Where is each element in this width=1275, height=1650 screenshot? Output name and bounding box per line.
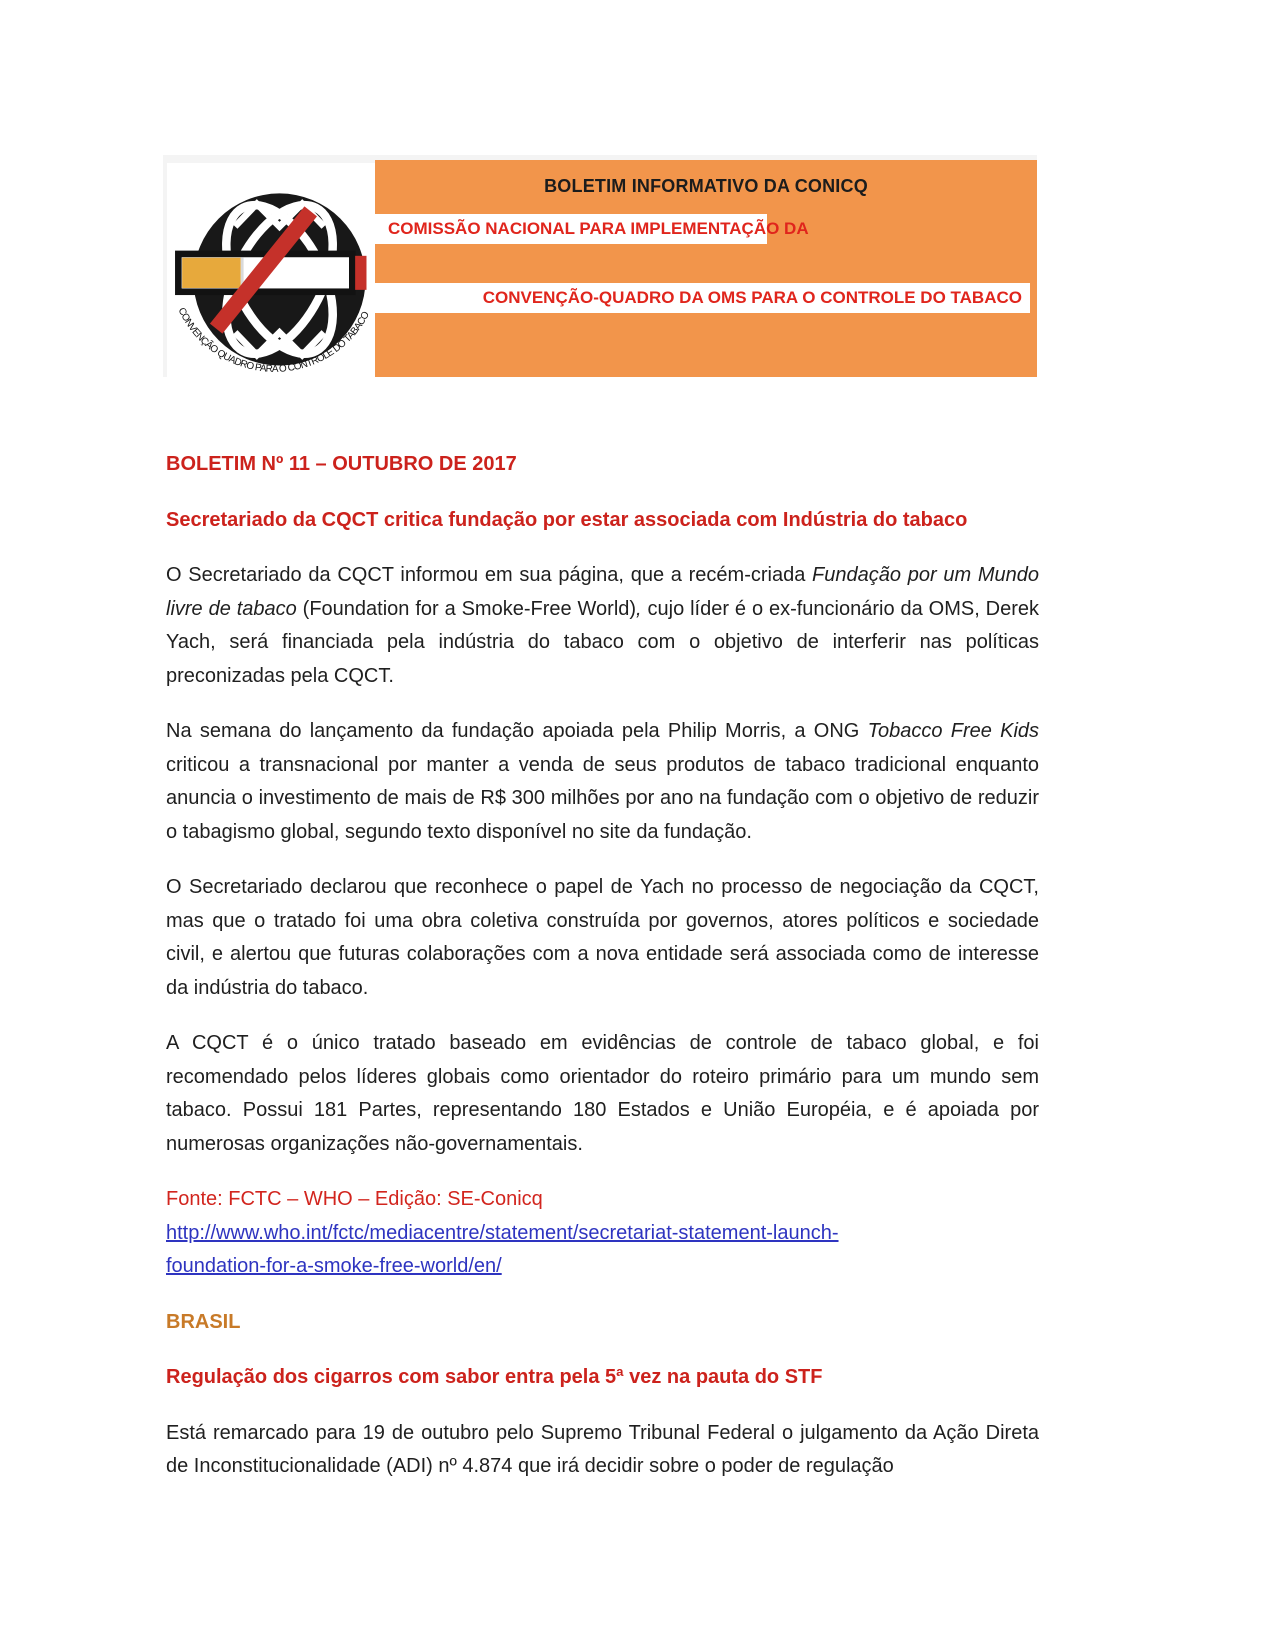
logo-arc-text: CONVENÇÃO QUADRO PARA O CONTROLE DO TABACO: [175, 306, 373, 375]
cigarette-tip-bar: [355, 256, 366, 290]
no-smoking-globe-logo-icon: [167, 163, 375, 377]
article2-paragraph-1: Está remarcado para 19 de outubro pelo Supremo Tribunal Federal o julgamento da Ação Direta de Inconstitucionalidade (ADI) nº 4.874 que irá decidir sobre o poder de regulação: [166, 1421, 1039, 1477]
article2-heading: Regulação dos cigarros com sabor entra pela 5ª vez na pauta do STF: [166, 1366, 823, 1388]
banner-subtitle-line1: COMISSÃO NACIONAL PARA IMPLEMENTAÇÃO DA: [375, 214, 767, 244]
source-line: Fonte: FCTC – WHO – Edição: SE-Conicq: [166, 1188, 543, 1210]
banner-title: BOLETIM INFORMATIVO DA CONICQ: [544, 176, 868, 196]
document-body: [166, 448, 1039, 1506]
section-label-brasil: BRASIL: [166, 1310, 241, 1333]
source-link-line2[interactable]: foundation-for-a-smoke-free-world/en/: [166, 1255, 502, 1277]
header-banner: [163, 155, 1037, 377]
conicq-logo-panel: [167, 163, 375, 377]
orange-banner: [375, 160, 1037, 377]
source-link: [166, 1217, 1039, 1284]
article1-paragraph-1: O Secretariado da CQCT informou em sua página, que a recém-criada Fundação por um Mundo livre de tabaco (Foundation for a Smoke-Free World), cujo líder é o ex-funcionário da OMS, Derek Yach, será financiada pela indústria do tabaco com o objetivo de interferir nas políticas preconizadas pela CQCT.: [166, 564, 1040, 687]
article1-heading: Secretariado da CQCT critica fundação por estar associada com Indústria do tabaco: [166, 508, 968, 531]
article1-paragraph-4: A CQCT é o único tratado baseado em evidências de controle de tabaco global, e foi recomendado pelos líderes globais como orientador do roteiro primário para um mundo sem tabaco. Possui 181 Partes, representando 180 Estados e União Européia, e é apoiada por numerosas organizações não-governamentais.: [166, 1032, 1039, 1155]
issue-title: BOLETIM Nº 11 – OUTUBRO DE 2017: [166, 453, 517, 475]
article1-paragraph-2: Na semana do lançamento da fundação apoiada pela Philip Morris, a ONG Tobacco Free Kids criticou a transnacional por manter a venda de seus produtos de tabaco tradicional enquanto anuncia o investimento de mais de R$ 300 milhões por ano na fundação com o objetivo de reduzir o tabagismo global, segundo texto disponível no site da fundação.: [166, 720, 1040, 843]
article1-paragraph-3: O Secretariado declarou que reconhece o papel de Yach no processo de negociação da CQCT, mas que o tratado foi uma obra coletiva construída por governos, atores políticos e sociedade civil, e alertou que futuras colaborações com a nova entidade será associada como de interesse da indústria do tabaco.: [166, 876, 1039, 999]
source-link-line1[interactable]: http://www.who.int/fctc/mediacentre/statement/secretariat-statement-launch-: [166, 1221, 839, 1244]
banner-subtitle-line2: CONVENÇÃO-QUADRO DA OMS PARA O CONTROLE DO TABACO: [375, 283, 1030, 313]
